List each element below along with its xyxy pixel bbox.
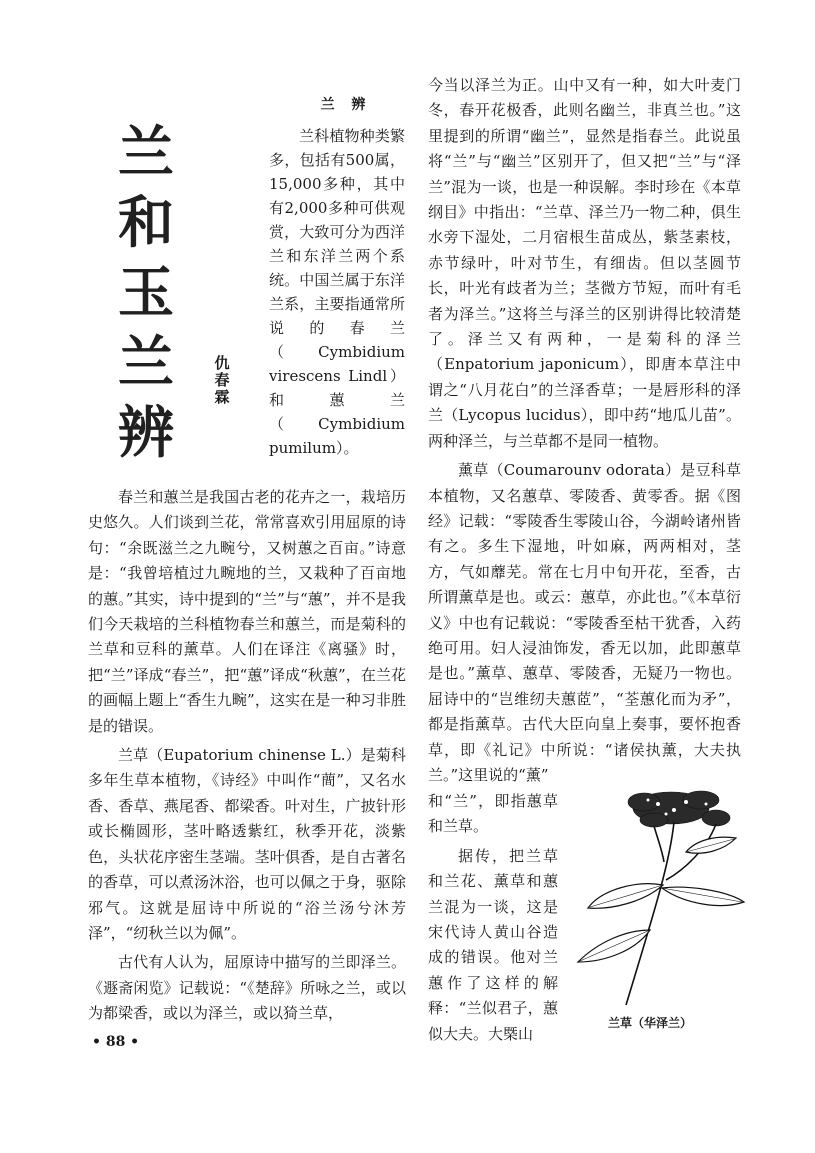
- page-number: • 88 •: [92, 1034, 140, 1050]
- author-name: [210, 355, 234, 406]
- author-char: 仇: [214, 354, 230, 372]
- paragraph: 薰草（Coumarounv odorata）是豆科草本植物，又名蕙草、零陵香、黄零香。据《图经》记载：“零陵香生零陵山谷，今湖岭诸州皆有之。多生下湿地，叶如麻，两两相对，茎方，气如蘼芜。常在七月中旬开花，至香，古所谓薰草是也。或云：蕙草，亦此也。”《本草衍义》中也有记载说：“零陵香至枯干犹香，入药绝可用。妇人浸油饰发，香无以加，此即蕙草是也。”薰草、蕙草、零陵香，无疑乃一物也。屈诗中的“岂维纫夫蕙茝”，“荃蕙化而为矛”，都是指薰草。古代大臣向皇上奏事，要怀抱香草，即《礼记》中所说：“诸侯执薰，大夫执兰。”这里说的“薰”: [428, 461, 741, 784]
- figure-caption: 兰草（华泽兰）: [607, 1016, 692, 1030]
- paragraph: 今当以泽兰为正。山中又有一种，如大叶麦门冬，春开花极香，此则名幽兰，非真兰也。”这里提到的所谓“幽兰”，显然是指春兰。此说虽将“兰”与“幽兰”区别开了，但又把“兰”与“泽兰”混为一谈，也是一种误解。李时珍在《本草纲目》中指出：“兰草、泽兰乃一物二种，俱生水旁下湿处，二月宿根生苗成丛，紫茎素枝，赤节绿叶，叶对节生，有细齿。但以茎圆节长，叶光有歧者为兰；茎微方节短，而叶有毛者为泽兰。”这将兰与泽兰的区别讲得比较清楚了。泽兰又有两种，一是菊科的泽兰（Enpatorium japonicum），即唐本草注中谓之“八月花白”的兰泽香草；一是唇形科的泽兰（Lycopus lucidus），即中药“地瓜儿苗”。两种泽兰，与兰草都不是同一植物。: [428, 76, 741, 450]
- paragraph: 和“兰”，即指蕙草和兰草。: [428, 792, 558, 836]
- paragraph: 兰草（Eupatorium chinense L.）是菊科多年生草本植物，《诗经》中叫作“蕳”，又名水香、香草、燕尾香、都梁香。叶对生，广披针形或长椭圆形，茎叶略透紫红，秋季开花，淡紫色，头状花序密生茎端。茎叶俱香，是自古著名的香草，可以煮汤沐浴，也可以佩之于身，驱除邪气。这就是屈诗中所说的“浴兰汤兮沐芳泽”，“纫秋兰以为佩”。: [88, 746, 406, 942]
- author-char: 霖: [214, 388, 230, 406]
- paragraph: 据传，把兰草和兰花、薰草和蕙兰混为一谈，这是宋代诗人黄山谷造成的错误。他对兰蕙作了这样的解释：“兰似君子，蕙似大夫。大槩山: [428, 846, 558, 1043]
- title-char: 玉: [118, 260, 174, 326]
- title-char: 兰: [118, 330, 174, 396]
- author-char: 春: [214, 371, 230, 389]
- right-column: [428, 73, 741, 788]
- article-title: [106, 118, 186, 468]
- intro-column: [269, 94, 405, 460]
- paragraph: 古代有人认为，屈原诗中描写的兰即泽兰。《遯斋闲览》记载说：“《楚辞》所咏之兰，或以为都梁香，或以为泽兰，或以猗兰草，: [88, 953, 406, 1023]
- title-char: 辨: [118, 400, 174, 466]
- title-char: 兰: [118, 120, 174, 186]
- eupatorium-illustration: [566, 780, 751, 1010]
- narrow-column: [428, 789, 558, 1047]
- title-char: 和: [118, 190, 174, 256]
- left-column: [88, 485, 406, 1027]
- section-heading: 兰 辨: [320, 97, 372, 113]
- intro-paragraph: 兰科植物种类繁多，包括有500属，15,000多种，其中有2,000多种可供观赏，大致可分为西洋兰和东洋兰两个系统。中国兰属于东洋兰系，主要指通常所说的春兰（Cymbidium virescens Lindl）和蕙兰（Cymbidium pumilum）。: [269, 127, 405, 457]
- paragraph: 春兰和蕙兰是我国古老的花卉之一，栽培历史悠久。人们谈到兰花，常常喜欢引用屈原的诗句：“余既滋兰之九畹兮，又树蕙之百亩。”诗意是：“我曾培植过九畹地的兰，又栽种了百亩地的蕙。”其实，诗中提到的“兰”与“蕙”，并不是我们今天栽培的兰科植物春兰和蕙兰，而是菊科的兰草和豆科的薰草。人们在译注《离骚》时，把“兰”译成“春兰”，把“蕙”译成“秋蕙”，在兰花的画幅上题上“香生九畹”，这实在是一种习非胜是的错误。: [88, 488, 406, 735]
